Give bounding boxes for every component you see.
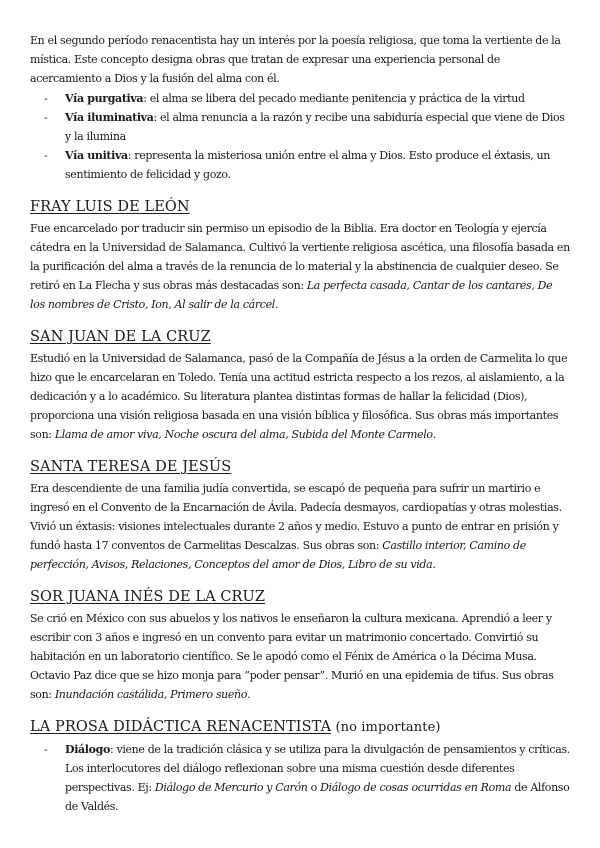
term-label: Diálogo: [65, 742, 110, 756]
prosa-list: [30, 740, 570, 817]
section-santa-teresa: [30, 458, 570, 575]
section-fray-luis: [30, 198, 570, 315]
document-body: [30, 31, 570, 817]
section-paragraph: Fue encarcelado por traducir sin permiso un episodio de la Biblia. Era doctor en Teología y ejercía cátedra en la Universidad de Salamanca. Cultivó la vertiente religiosa ascética, una filosofía basada en la purificación del alma a través de la renuncia de lo material y la abstinencia de cualquier deseo. Se retiró en La Flecha y sus obras más destacadas son: La perfecta casada, Cantar de los cantares, De los nombres de Cristo, Ion, Al salir de la cárcel.: [30, 221, 570, 312]
list-item: [30, 108, 570, 146]
list-item: [30, 89, 570, 108]
vias-list: [30, 89, 570, 185]
works-list: Llama de amor viva, Noche oscura del alma, Subida del Monte Carmelo: [54, 428, 433, 442]
term-label: Vía purgativa: [65, 91, 144, 105]
section-heading: SOR JUANA INÉS DE LA CRUZ: [30, 588, 266, 605]
work-title: Diálogo de Mercurio y Carón: [154, 781, 308, 795]
list-item: - Diálogo: viene de la tradición clásica y se utiliza para la divulgación de pensamientos y críticas. Los interlocutores del diálogo reflexionan sobre una misma cuestión desde diferentes perspectivas. Ej: Diálogo de Mercurio y Carón o Diálogo de cosas ocurridas en Roma de Alfonso de Valdés.: [30, 740, 570, 817]
section-paragraph: Estudió en la Universidad de Salamanca, pasó de la Compañía de Jésus a la orden de Carmelita lo que hizo que le encarcelaran en Toledo. Tenía una actitud estricta respecto a los rezos, al aislamiento, a la dedicación y a lo académico. Su literatura plantea distintas formas de hallar la felicidad (Dios), proporciona una visión religiosa basada en una visión bíblica y filosófica. Sus obras más importantes son: Llama de amor viva, Noche oscura del alma, Subida del Monte Carmelo.: [30, 351, 568, 442]
term-description: : el alma renuncia a la razón y recibe una sabiduría especial que viene de Dios y la ilumina: [65, 110, 565, 144]
works-list: La perfecta casada, Cantar de los cantares, De los nombres de Cristo, Ion, Al salir de la cárcel: [30, 279, 553, 312]
section-prosa-didactica: [30, 718, 570, 817]
bullet-dash: -: [44, 742, 48, 756]
bullet-dash: -: [44, 149, 48, 163]
section-heading: SANTA TERESA DE JESÚS: [30, 458, 232, 475]
heading-note: (no importante): [331, 719, 441, 735]
term-description: : representa la misteriosa unión entre el alma y Dios. Esto produce el éxtasis, un sentimiento de felicidad y gozo.: [65, 149, 550, 182]
term-label: Vía iluminativa: [65, 110, 154, 124]
list-item: [30, 146, 570, 184]
work-title: Diálogo de cosas ocurridas en Roma: [320, 781, 512, 795]
term-description: : el alma se libera del pecado mediante penitencia y práctica de la virtud: [143, 91, 525, 105]
term-label: Vía unitiva: [65, 149, 128, 163]
bullet-dash: -: [44, 91, 48, 105]
section-sor-juana: [30, 588, 570, 705]
works-list: Castillo interior, Camino de perfección, Avisos, Relaciones, Conceptos del amor de Dios, Libro de su vida: [30, 539, 526, 572]
section-san-juan: [30, 328, 570, 445]
section-heading: LA PROSA DIDÁCTICA RENACENTISTA (no importante): [30, 718, 441, 735]
section-paragraph: Era descendiente de una familia judía convertida, se escapó de pequeña para sufrir un martirio e ingresó en el Convento de la Encarnación de Ávila. Padecía desmayos, cardiopatías y otras molestias. Vivió un éxtasis: visiones intelectuales durante 2 años y medio. Estuvo a punto de entrar en prisión y fundó hasta 17 conventos de Carmelitas Descalzas. Sus obras son: Castillo interior, Camino de perfección, Avisos, Relaciones, Conceptos del amor de Dios, Libro de su vida.: [30, 481, 562, 572]
section-heading: FRAY LUIS DE LEÓN: [30, 198, 190, 215]
bullet-dash: -: [44, 110, 48, 124]
intro-paragraph: En el segundo período renacentista hay un interés por la poesía religiosa, que toma la vertiente de la mística. Este concepto designa obras que tratan de expresar una experiencia personal de acercamiento a Dios y la fusión del alma con él.: [30, 34, 561, 86]
works-list: Inundación castálida, Primero sueño: [54, 688, 248, 702]
section-heading: SAN JUAN DE LA CRUZ: [30, 328, 211, 345]
section-paragraph: Se crió en México con sus abuelos y los nativos le enseñaron la cultura mexicana. Aprendió a leer y escribir con 3 años e ingresó en un convento para evitar un matrimonio concertado. Convirtió su habitación en un laboratorio científico. Se le apodó como el Fénix de América o la Décima Musa. Octavio Paz dice que se hizo monja para “poder pensar”. Murió en una epidemia de tifus. Sus obras son: Inundación castálida, Primero sueño.: [30, 611, 554, 702]
